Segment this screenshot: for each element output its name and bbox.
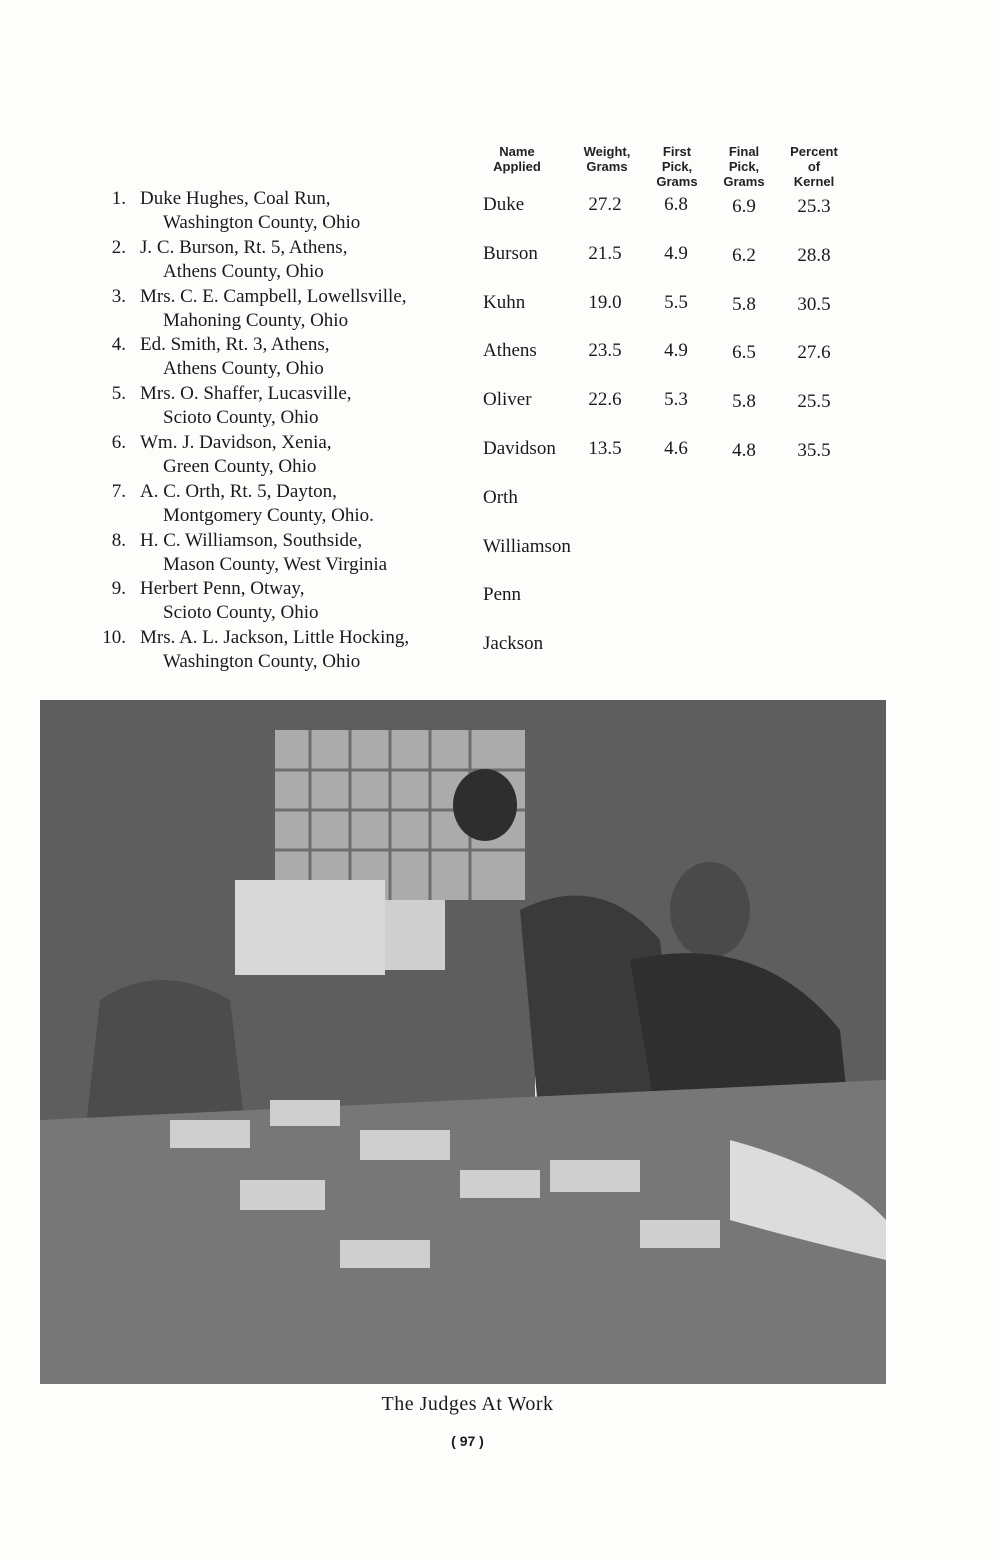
weight-grams: 22.6 xyxy=(588,389,622,411)
entrant-county: Athens County, Ohio xyxy=(163,260,324,282)
first-pick-grams: 4.9 xyxy=(664,340,688,362)
percent-kernel: 25.3 xyxy=(797,196,831,217)
entrant-name-address: Mrs. C. E. Campbell, Lowellsville, xyxy=(140,285,407,307)
entrant-county: Mason County, West Virginia xyxy=(163,553,388,575)
final-pick-grams: 5.8 xyxy=(732,293,756,315)
entrant-county: Scioto County, Ohio xyxy=(163,602,319,624)
variety-name: Kuhn xyxy=(483,291,526,313)
header-weight-grams: Weight, Grams xyxy=(583,144,631,174)
entrant-name-address: Ed. Smith, Rt. 3, Athens, xyxy=(140,334,330,356)
judges-photograph xyxy=(40,700,886,1384)
entry-number: 1. xyxy=(111,188,126,209)
entrant-county: Montgomery County, Ohio. xyxy=(163,504,374,526)
entry-number: 5. xyxy=(111,383,126,405)
variety-name: Burson xyxy=(483,242,538,264)
header-percent-kernel: Percent of Kernel xyxy=(790,144,838,189)
table-row xyxy=(0,334,1001,382)
entrant-county: Mahoning County, Ohio xyxy=(163,309,349,331)
table-row xyxy=(0,383,1001,431)
entrant-name-address: Mrs. A. L. Jackson, Little Hocking, xyxy=(140,627,410,649)
first-pick-grams: 4.6 xyxy=(664,438,688,459)
entrant-county: Washington County, Ohio xyxy=(163,212,361,233)
final-pick-grams: 5.8 xyxy=(732,391,756,413)
final-pick-grams: 4.8 xyxy=(732,440,756,461)
weight-grams: 27.2 xyxy=(588,194,622,215)
entrant-name-address: Mrs. O. Shaffer, Lucasville, xyxy=(140,383,352,405)
final-pick-grams: 6.2 xyxy=(732,244,756,266)
table-row xyxy=(0,188,1001,236)
entrant-county: Athens County, Ohio xyxy=(163,358,324,380)
percent-kernel: 30.5 xyxy=(797,293,831,315)
final-pick-grams: 6.5 xyxy=(732,342,756,364)
entry-number: 9. xyxy=(111,578,126,600)
variety-name: Jackson xyxy=(483,633,544,655)
first-pick-grams: 6.8 xyxy=(664,194,688,215)
entrant-name-address: H. C. Williamson, Southside, xyxy=(140,529,363,551)
table-row xyxy=(0,578,1001,626)
entrant-name-address: Herbert Penn, Otway, xyxy=(140,578,305,600)
header-final-pick: Final Pick, Grams xyxy=(723,144,765,189)
weight-grams: 13.5 xyxy=(588,438,622,459)
weight-grams: 21.5 xyxy=(588,242,622,264)
percent-kernel: 35.5 xyxy=(797,440,831,461)
table-row xyxy=(0,627,1001,675)
photo-caption: The Judges At Work xyxy=(381,1393,554,1415)
entrant-name-address: J. C. Burson, Rt. 5, Athens, xyxy=(140,236,348,258)
first-pick-grams: 5.3 xyxy=(664,389,688,411)
header-first-pick: First Pick, Grams xyxy=(656,144,698,189)
table-row xyxy=(0,237,1001,285)
entrant-county: Washington County, Ohio xyxy=(163,651,361,673)
final-pick-grams: 6.9 xyxy=(732,196,756,217)
entrant-name-address: Wm. J. Davidson, Xenia, xyxy=(140,432,332,453)
entry-number: 10. xyxy=(102,627,126,649)
table-row xyxy=(0,530,1001,578)
variety-name: Williamson xyxy=(483,535,571,557)
percent-kernel: 28.8 xyxy=(797,244,831,266)
weight-grams: 23.5 xyxy=(588,340,622,362)
variety-name: Duke xyxy=(483,194,525,215)
header-name-applied: Name Applied xyxy=(493,144,541,174)
weight-grams: 19.0 xyxy=(588,291,622,313)
first-pick-grams: 5.5 xyxy=(664,291,688,313)
entry-number: 4. xyxy=(111,334,126,356)
entry-number: 6. xyxy=(111,432,126,453)
table-row xyxy=(0,481,1001,529)
entrant-name-address: Duke Hughes, Coal Run, xyxy=(140,188,331,209)
table-row xyxy=(0,286,1001,334)
variety-name: Athens xyxy=(483,340,537,362)
variety-name: Oliver xyxy=(483,389,532,411)
entrant-county: Green County, Ohio xyxy=(163,456,317,477)
entrant-name-address: A. C. Orth, Rt. 5, Dayton, xyxy=(140,480,337,502)
page-number: ( 97 ) xyxy=(451,1433,484,1449)
entry-number: 2. xyxy=(111,236,126,258)
percent-kernel: 27.6 xyxy=(797,342,831,364)
photo-scene xyxy=(40,700,886,1384)
variety-name: Davidson xyxy=(483,438,556,459)
first-pick-grams: 4.9 xyxy=(664,242,688,264)
entry-number: 3. xyxy=(111,285,126,307)
entry-number: 8. xyxy=(111,529,126,551)
variety-name: Orth xyxy=(483,486,518,508)
variety-name: Penn xyxy=(483,584,521,606)
entrant-county: Scioto County, Ohio xyxy=(163,407,319,429)
percent-kernel: 25.5 xyxy=(797,391,831,413)
entry-number: 7. xyxy=(111,480,126,502)
table-row xyxy=(0,432,1001,480)
